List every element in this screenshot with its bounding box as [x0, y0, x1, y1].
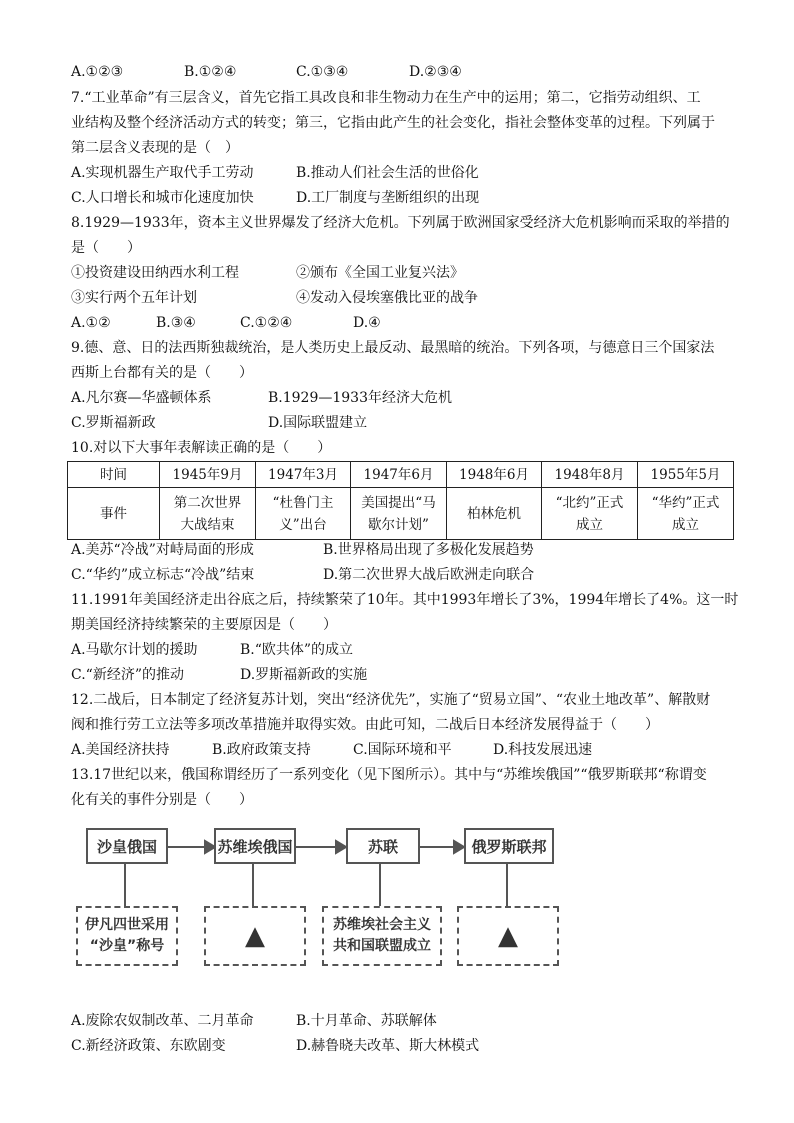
- q13-option-c: C.新经济政策、东欧剧变: [71, 1038, 226, 1054]
- q8-item-3: ③实行两个五年计划: [71, 290, 197, 306]
- cell-line: “华约”正式: [651, 494, 720, 511]
- table-cell: 1948年8月: [542, 462, 638, 488]
- cell-line: 歇尔计划”: [368, 516, 429, 533]
- q12-option-c: C.国际环境和平: [353, 742, 452, 758]
- stage-box-russian-federation: 俄罗斯联邦: [464, 828, 554, 864]
- q10-option-a: A.美苏“冷战”对峙局面的形成: [71, 542, 254, 558]
- stage-box-ussr: 苏联: [346, 828, 420, 864]
- q11-stem-line: 11.1991年美国经济走出谷底之后，持续繁荣了10年。其中1993年增长了3%，1994年增长了4%。这一时: [71, 592, 739, 608]
- q7-stem-line: 第二层含义表现的是（ ）: [71, 140, 239, 156]
- table-cell: [351, 488, 447, 540]
- q10-stem: 10.对以下大事年表解读正确的是（ ）: [71, 440, 332, 456]
- q8-option-c: C.①②④: [240, 315, 293, 331]
- q13-option-a: A.废除农奴制改革、二月革命: [71, 1013, 254, 1029]
- q11-stem-line: 期美国经济持续繁荣的主要原因是（ ）: [71, 617, 337, 633]
- arrow-head-icon: [336, 841, 346, 853]
- q8-item-4: ④发动入侵埃塞俄比亚的战争: [296, 290, 478, 306]
- event-text: 伊凡四世采用: [85, 917, 169, 933]
- q10-option-b: B.世界格局出现了多极化发展趋势: [323, 542, 534, 558]
- q12-option-a: A.美国经济扶持: [71, 742, 170, 758]
- q13-stem-line: 13.17世纪以来，俄国称谓经历了一系列变化（见下图所示）。其中与“苏维埃俄国”“俄罗斯联邦“称谓变: [71, 767, 707, 783]
- stage-box-soviet-russia: 苏维埃俄国: [214, 828, 296, 864]
- q9-option-c: C.罗斯福新政: [71, 415, 156, 431]
- q7-option-d: D.工厂制度与垄断组织的出现: [296, 190, 480, 206]
- q8-option-a: A.①②: [71, 315, 111, 331]
- q11-option-c: C.“新经济”的推动: [71, 667, 184, 683]
- table-cell: 1947年3月: [256, 462, 351, 488]
- q12-stem-line: 阀和推行劳工立法等多项改革措施并取得实效。由此可知，二战后日本经济发展得益于（ ）: [71, 717, 659, 733]
- events-table: [67, 461, 734, 540]
- table-cell: [447, 488, 542, 540]
- q9-option-d: D.国际联盟建立: [268, 415, 368, 431]
- q9-stem-line: 9.德、意、日的法西斯独裁统治，是人类历史上最反动、最黑暗的统治。下列各项，与德意日三个国家法: [71, 340, 715, 356]
- cell-line: 成立: [576, 516, 603, 533]
- q11-option-b: B.“欧共体”的成立: [240, 642, 354, 658]
- cell-line: “北约”正式: [555, 494, 624, 511]
- triangle-icon: ▲: [245, 920, 265, 951]
- event-text: 苏维埃社会主义: [333, 917, 431, 933]
- q10-option-c: C.“华约”成立标志“冷战”结束: [71, 567, 255, 583]
- q8-stem-line: 是（ ）: [71, 240, 141, 256]
- cell-line: 第二次世界: [173, 494, 242, 511]
- q7-stem-line: 业结构及整个经济活动方式的转变；第三，它指由此产生的社会变化，指社会整体变革的过程。下列属于: [71, 115, 715, 131]
- event-box: [76, 906, 178, 966]
- q8-item-1: ①投资建设田纳西水利工程: [71, 265, 239, 281]
- q10-option-d: D.第二次世界大战后欧洲走向联合: [323, 567, 535, 583]
- cell-line: 义”出台: [279, 516, 327, 533]
- table-cell: [638, 488, 734, 540]
- q9-stem-line: 西斯上台都有关的是（ ）: [71, 365, 253, 381]
- q7-option-c: C.人口增长和城市化速度加快: [71, 190, 254, 206]
- table-cell: 1955年5月: [638, 462, 734, 488]
- event-box-unknown: [457, 906, 559, 966]
- q7-option-b: B.推动人们社会生活的世俗化: [296, 165, 479, 181]
- table-row: [68, 488, 734, 540]
- table-cell: 1948年6月: [447, 462, 542, 488]
- event-text: “沙皇”称号: [89, 938, 165, 954]
- q6-option-b: B.①②④: [184, 64, 237, 80]
- event-text: 共和国联盟成立: [333, 938, 431, 954]
- q13-option-d: D.赫鲁晓夫改革、斯大林模式: [296, 1038, 480, 1054]
- q6-option-c: C.①③④: [296, 64, 349, 80]
- table-row: [68, 462, 734, 488]
- q12-option-d: D.科技发展迅速: [493, 742, 593, 758]
- cell-line: 大战结束: [180, 516, 235, 533]
- table-cell: 1945年9月: [160, 462, 256, 488]
- q6-option-d: D.②③④: [409, 64, 462, 80]
- table-cell: 1947年6月: [351, 462, 447, 488]
- q12-stem-line: 12.二战后，日本制定了经济复苏计划，突出“经济优先”，实施了“贸易立国”、“农业土地改革”、解散财: [71, 692, 711, 708]
- table-cell: [160, 488, 256, 540]
- q13-option-b: B.十月革命、苏联解体: [296, 1013, 437, 1029]
- q12-option-b: B.政府政策支持: [212, 742, 311, 758]
- q8-stem-line: 8.1929—1933年，资本主义世界爆发了经济大危机。下列属于欧洲国家受经济大危机影响而采取的举措的: [71, 215, 730, 231]
- cell-line: “杜鲁门主: [272, 494, 334, 511]
- q8-option-b: B.③④: [156, 315, 196, 331]
- cell-line: 柏林危机: [467, 505, 521, 522]
- q7-stem-line: 7.“工业革命”有三层含义，首先它指工具改良和非生物动力在生产中的运用；第二，它指劳动组织、工: [71, 90, 701, 106]
- q11-option-d: D.罗斯福新政的实施: [240, 667, 368, 683]
- q6-option-a: A.①②③: [71, 64, 124, 80]
- stage-box-tsarist-russia: 沙皇俄国: [86, 828, 168, 864]
- q11-option-a: A.马歇尔计划的援助: [71, 642, 198, 658]
- q13-stem-line: 化有关的事件分别是（ ）: [71, 792, 253, 808]
- table-header-cell: 时间: [68, 462, 160, 488]
- event-box-unknown: [204, 906, 306, 966]
- q9-option-b: B.1929—1933年经济大危机: [268, 390, 452, 406]
- table-header-cell: 事件: [68, 488, 160, 540]
- q8-option-d: D.④: [353, 315, 381, 331]
- cell-line: 美国提出“马: [361, 494, 436, 511]
- q9-option-a: A.凡尔赛—华盛顿体系: [71, 390, 212, 406]
- event-box: [322, 906, 442, 966]
- table-cell: [542, 488, 638, 540]
- q8-item-2: ②颁布《全国工业复兴法》: [296, 265, 464, 281]
- arrow-head-icon: [454, 841, 464, 853]
- cell-line: 成立: [672, 516, 699, 533]
- q7-option-a: A.实现机器生产取代手工劳动: [71, 165, 254, 181]
- table-cell: [256, 488, 351, 540]
- triangle-icon: ▲: [498, 920, 518, 951]
